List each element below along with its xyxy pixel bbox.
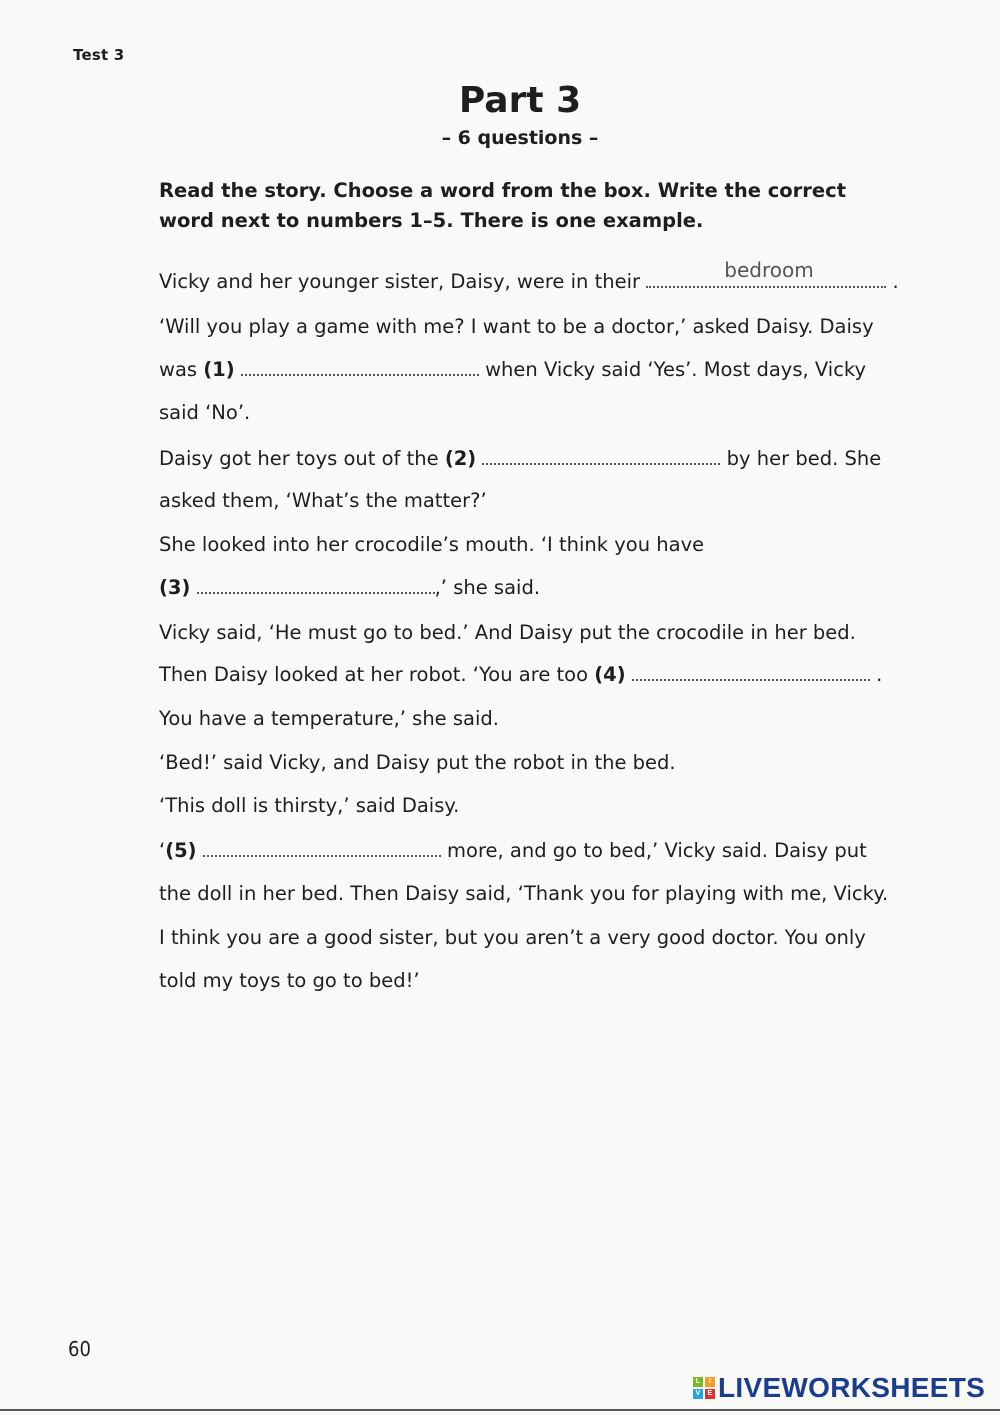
answer-4-field[interactable] bbox=[632, 663, 870, 681]
question-1-label: (1) bbox=[203, 358, 235, 381]
story-line-4: said ‘No’. bbox=[159, 401, 251, 424]
answer-1-field[interactable] bbox=[241, 358, 479, 376]
question-4-label: (4) bbox=[594, 663, 626, 686]
question-2-label: (2) bbox=[444, 447, 477, 470]
story-line-10: Then Daisy looked at her robot. ‘You are too (4) . bbox=[159, 663, 883, 686]
story-line-16: I think you are a good sister, but you aren’t a very good doctor. You only bbox=[159, 926, 866, 949]
example-answer-field bbox=[646, 258, 886, 288]
story-line-5: Daisy got her toys out of the (2) by her bed. She bbox=[159, 447, 882, 470]
story-line-2: ‘Will you play a game with me? I want to be a doctor,’ asked Daisy. Daisy bbox=[159, 315, 874, 338]
story-line-1: Vicky and her younger sister, Daisy, were in their bedroom . bbox=[159, 258, 899, 293]
part-title: Part 3 bbox=[458, 80, 582, 121]
part-subtitle: – 6 questions – bbox=[441, 127, 599, 149]
liveworksheets-logo[interactable] bbox=[693, 1372, 985, 1404]
answer-3-field[interactable] bbox=[197, 576, 435, 594]
story-line-11: You have a temperature,’ she said. bbox=[159, 707, 499, 730]
story-line-15: the doll in her bed. Then Daisy said, ‘Thank you for playing with me, Vicky. bbox=[159, 882, 889, 905]
story-line-9: Vicky said, ‘He must go to bed.’ And Daisy put the crocodile in her bed. bbox=[159, 621, 856, 644]
instructions: Read the story. Choose a word from the box. Write the correct word next to numbers 1–5. There is one example. bbox=[159, 179, 847, 232]
story-line-8: (3) ,’ she said. bbox=[159, 576, 541, 599]
question-3-label: (3) bbox=[159, 576, 191, 599]
story-line-14: ‘(5) more, and go to bed,’ Vicky said. Daisy put bbox=[159, 839, 867, 862]
question-5-label: (5) bbox=[165, 839, 197, 862]
story-line-7: She looked into her crocodile’s mouth. ‘I think you have bbox=[159, 533, 705, 556]
story-line-13: ‘This doll is thirsty,’ said Daisy. bbox=[159, 794, 460, 817]
story-line-3: was (1) when Vicky said ‘Yes’. Most days, Vicky bbox=[159, 358, 867, 381]
liveworksheets-logo-icon: L I V E bbox=[693, 1377, 715, 1399]
story-line-6: asked them, ‘What’s the matter?’ bbox=[159, 489, 487, 512]
answer-5-field[interactable] bbox=[203, 839, 441, 857]
bottom-divider bbox=[0, 1409, 1000, 1411]
answer-2-field[interactable] bbox=[482, 447, 720, 465]
story-line-12: ‘Bed!’ said Vicky, and Daisy put the robot in the bed. bbox=[159, 751, 676, 774]
story-line-17: told my toys to go to bed!’ bbox=[159, 969, 420, 992]
page-number: 60 bbox=[68, 1337, 91, 1361]
test-label: Test 3 bbox=[73, 46, 125, 64]
example-answer: bedroom bbox=[724, 258, 814, 282]
brand-name: LIVEWORKSHEETS bbox=[718, 1372, 986, 1403]
